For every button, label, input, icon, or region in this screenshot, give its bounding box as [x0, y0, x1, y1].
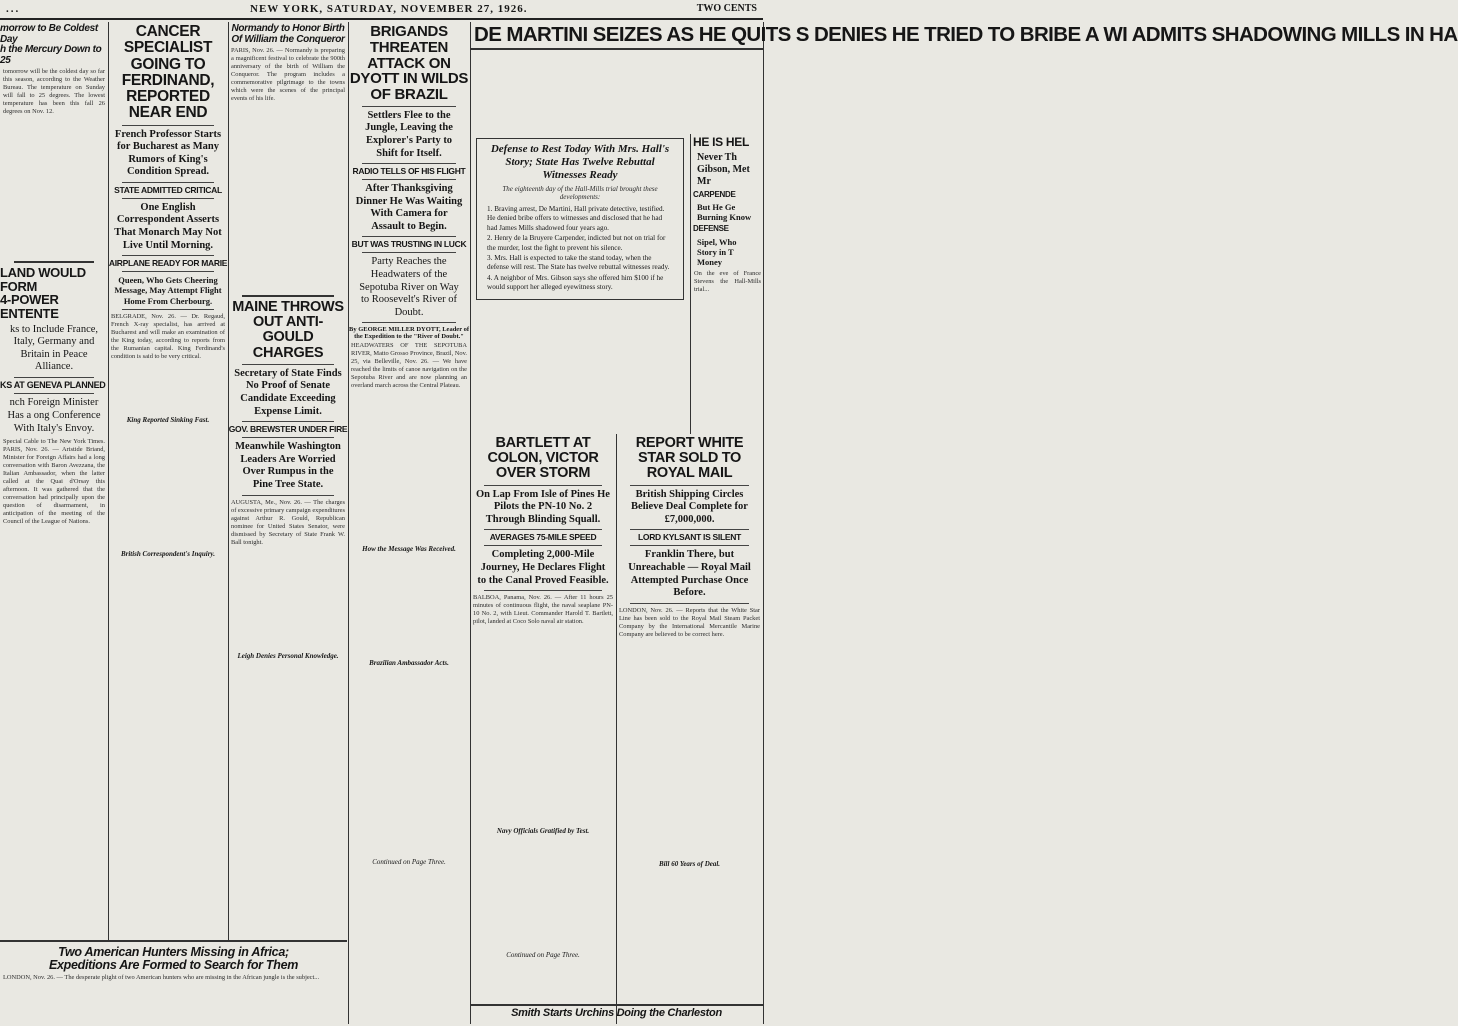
folio-bar	[0, 0, 763, 20]
cancer-deck-1: French Professor Starts for Bucharest as Many Rumors of King's Condition Spread.	[114, 128, 222, 178]
bartlett-headline: BARTLETT AT COLON, VICTOR OVER STORM	[487, 435, 599, 482]
maine-deck-1: Secretary of State Finds No Proof of Senate Candidate Exceeding Expense Limit.	[234, 367, 342, 417]
folio-mark: ...	[6, 3, 21, 15]
white-star-story	[616, 434, 763, 1024]
side-text: On the eve of France Stevens the Hall-Mills trial...	[694, 270, 761, 294]
development-item: 1. Braving arrest, De Martini, Hall private detective, testified. He denied bribe offers to witnesses and disclosed that he had had James Mills shadowed four years ago.	[487, 205, 665, 232]
league-deck: ks to Include France, Italy, Germany and Britain in Peace Alliance.	[9, 323, 99, 373]
white-star-headline: REPORT WHITE STAR SOLD TO ROYAL MAIL	[635, 435, 744, 482]
normandy-text: PARIS, Nov. 26. — Normandy is preparing a magnificent festival to celebrate the 900th anniversary of the birth of William the Conqueror. The program includes a commemorative pilgrimage to the towns which were the scenes of the principal events of his life.	[231, 47, 345, 102]
developments-list	[487, 205, 673, 292]
hunters-headline: Two American Hunters Missing in Africa; Expeditions Are Formed to Search for Them	[48, 945, 299, 973]
league-text: Special Cable to The New York Times. PARIS, Nov. 26. — Aristide Briand, Minister for Foreign Affairs had a long conversation with Baron Avezzana, the Italian Ambassador, when the latter called at the Quai d'Orsay this afternoon. It was gathered that the conversation had principally upon the question of disarmament, in anticipation of the meeting of the Council of the League of Nations.	[3, 438, 105, 526]
cancer-text: BELGRADE, Nov. 26. — Dr. Regaud, French X-ray specialist, has arrived at Bucharest and will make an examination of the King today, according to reports from the Rumanian capital. King Ferdinand's condition is said to be very critical.	[111, 312, 225, 360]
normandy-headline: Normandy to Honor Birth Of William the Conqueror	[231, 23, 345, 45]
cancer-deck-2: STATE ADMITTED CRITICAL	[114, 184, 222, 195]
defense-box	[476, 138, 684, 300]
maine-headline: MAINE THROWS OUT ANTI-GOULD CHARGES	[232, 299, 344, 361]
brigands-deck-3: After Thanksgiving Dinner He Was Waiting With Camera for Assault to Begin.	[355, 183, 463, 232]
side-deck: Never Th Gibson, Met Mr	[697, 151, 750, 187]
white-star-deck-3: Franklin There, but Unreachable — Royal Mail Attempted Purchase Once Before.	[628, 549, 751, 599]
dateline: NEW YORK, SATURDAY, NOVEMBER 27, 1926.	[250, 3, 528, 15]
smith-headline: Smith Starts Urchins Doing the Charleston	[511, 1007, 722, 1020]
side-deck-4: DEFENSE	[693, 224, 729, 234]
minister-deck: nch Foreign Minister Has a ong Conference With Italy's Envoy.	[7, 397, 101, 434]
column-4	[348, 22, 471, 1024]
cancer-headline: CANCER SPECIALIST GOING TO FERDINAND, REPORTED NEAR END	[121, 23, 215, 122]
maine-deck-3: Meanwhile Washington Leaders Are Worried Over Rumpus in the Pine Tree State.	[235, 441, 341, 490]
bartlett-deck-3: Completing 2,000-Mile Journey, He Declares Flight to the Canal Proved Feasible.	[477, 549, 609, 586]
league-headline: LAND WOULD FORM 4-POWER ENTENTE	[0, 265, 86, 321]
white-star-deck-2: LORD KYLSANT IS SILENT	[638, 532, 741, 543]
cancer-deck-5: Queen, Who Gets Cheering Message, May Attempt Flight Home From Cherbourg.	[114, 275, 222, 306]
martini-story	[470, 134, 690, 304]
cancer-deck-3: One English Correspondent Asserts That Monarch May Not Live Until Morning.	[114, 201, 222, 251]
cancer-deck-4: AIRPLANE READY FOR MARIE	[108, 258, 228, 269]
development-item: 3. Mrs. Hall is expected to take the stand today, when the defense will rest. The State has twelve rebuttal witnesses ready.	[487, 253, 670, 272]
bartlett-deck-1: On Lap From Isle of Pines He Pilots the PN-10 No. 2 Through Blinding Squall.	[476, 488, 610, 525]
white-star-text: LONDON, Nov. 26. — Reports that the White Star Line has been sold to the Royal Mail Steam Packet Company by the International Mercantile Marine Company are believed to be correct here.	[619, 606, 760, 638]
bartlett-deck-2: AVERAGES 75-MILE SPEED	[489, 532, 597, 543]
column-5-7	[470, 22, 1458, 1024]
side-deck-5: Sipel, Who Story in T Money	[697, 236, 737, 268]
brigands-byline: By GEORGE MILLER DYOTT, Leader of the Expedition to the "River of Doubt."	[348, 326, 470, 341]
hunters-text: LONDON, Nov. 26. — The desperate plight of two American hunters who are missing in the African jungle is the subject...	[3, 974, 320, 982]
side-story	[690, 134, 764, 434]
column-1	[0, 22, 109, 1024]
white-star-sub: Bill 60 Years of Deal.	[658, 859, 721, 868]
development-item: 2. Henry de la Bruyere Carpender, indicted but not on trial for the murder, lost the fight to prevent his silence.	[487, 234, 666, 252]
martini-banner: DE MARTINI SEIZES AS HE QUITS S DENIES HE TRIED TO BRIBE A WI ADMITS SHADOWING MILLS IN HA	[474, 23, 1458, 46]
brigands-continued: Continued on Page Three.	[372, 858, 446, 867]
column-3	[228, 22, 349, 1024]
brigands-headline: BRIGANDS THREATEN ATTACK ON DYOTT IN WILDS OF BRAZIL	[349, 23, 469, 103]
brigands-text: HEADWATERS OF THE SEPOTUBA RIVER, Matto Grosso Province, Brazil, Nov. 25, via Belleville, Nov. 26. — We have reached the limits of canoe navigation on the Sepotuba River and are now planning an overland march across the Central Plateau.	[351, 342, 467, 390]
cancer-sub-2: British Correspondent's Inquiry.	[120, 549, 216, 558]
maine-sub: Leigh Denies Personal Knowledge.	[237, 651, 339, 660]
maine-deck-2: GOV. BREWSTER UNDER FIRE	[228, 424, 348, 435]
brigands-deck-5: Party Reaches the Headwaters of the Sepotuba River on Way to Roosevelt's River of Doubt.	[359, 256, 459, 318]
brigands-deck-2: RADIO TELLS OF HIS FLIGHT	[352, 166, 466, 177]
maine-text: AUGUSTA, Me., Nov. 26. — The charges of excessive primary campaign expenditures against Arthur R. Gould, Republican nominee for United States Senator, were dismissed by Secretary of State Frank W. Ball tonight.	[231, 498, 345, 546]
weather-headline: morrow to Be Coldest Day h the Mercury Down to 25	[0, 23, 102, 66]
bartlett-text: BALBOA, Panama, Nov. 26. — After 11 hours 25 minutes of continuous flight, the naval seaplane PN-10 No. 2, with Lieut. Commander Harold T. Bartlett, pilot, landed at Coco Solo naval air station.	[473, 594, 613, 626]
weather-text: tomorrow will be the coldest day so far this season, according to the Weather Bureau. The temperature on Sunday will fall to 25 degrees. The lowest temperature has been this fall 26 degrees on Nov. 12.	[3, 68, 105, 115]
brigands-deck-1: Settlers Flee to the Jungle, Leaving the Explorer's Party to Shift for Itself.	[365, 109, 453, 159]
brigands-deck-4: BUT WAS TRUSTING IN LUCK	[351, 239, 467, 250]
side-deck-3: But He Ge Burning Know	[697, 201, 752, 223]
smith-story	[470, 1004, 763, 1022]
price: TWO CENTS	[696, 3, 757, 14]
column-2	[108, 22, 229, 1024]
side-deck-2: CARPENDE	[693, 189, 736, 199]
hunters-story	[0, 940, 347, 1026]
geneva-deck: KS AT GENEVA PLANNED	[0, 379, 106, 390]
bartlett-continued: Continued on Page Three.	[506, 951, 580, 960]
brigands-sub-2: Brazilian Ambassador Acts.	[369, 659, 449, 668]
development-item: 4. A neighbor of Mrs. Gibson says she offered him $100 if he would support her alleged eyewitness story.	[487, 273, 664, 291]
side-headline: HE IS HEL	[693, 135, 749, 149]
bartlett-story	[470, 434, 617, 1024]
defense-box-title: Defense to Rest Today With Mrs. Hall's Story; State Has Twelve Rebuttal Witnesses Ready	[490, 143, 670, 182]
cancer-sub-1: King Reported Sinking Fast.	[126, 415, 210, 424]
white-star-deck-1: British Shipping Circles Believe Deal Complete for £7,000,000.	[631, 488, 748, 525]
defense-box-intro: The eighteenth day of the Hall-Mills trial brought these developments:	[502, 184, 658, 202]
bartlett-sub: Navy Officials Gratified by Test.	[496, 827, 590, 836]
brigands-sub: How the Message Was Received.	[362, 545, 456, 554]
